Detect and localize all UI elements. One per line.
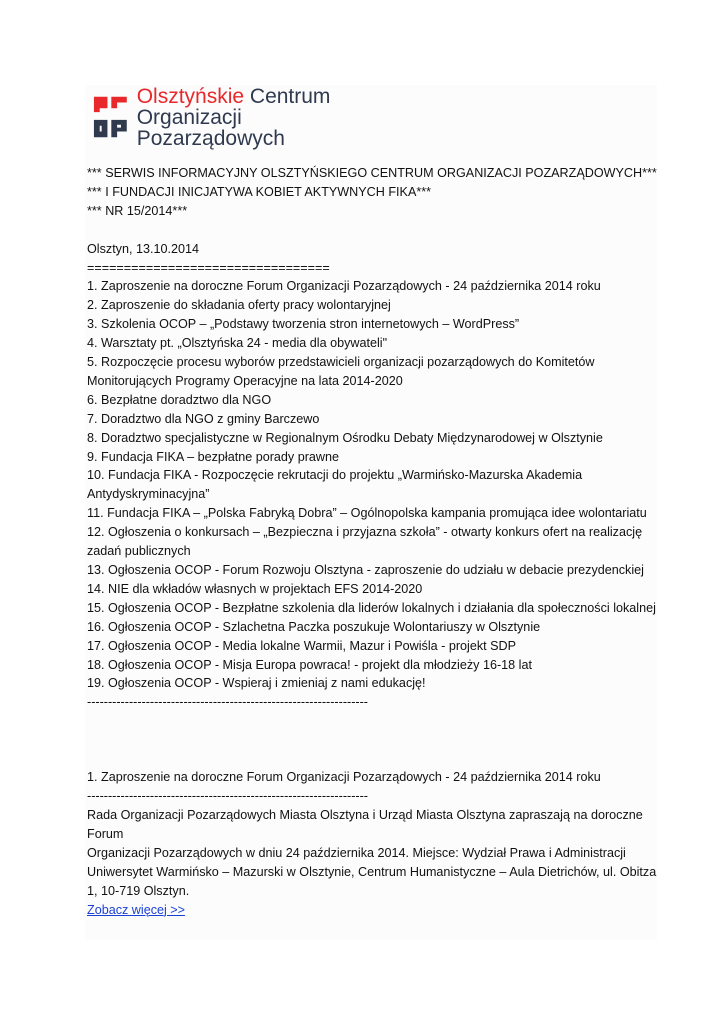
header-line-1: *** SERWIS INFORMACYJNY OLSZTYŃSKIEGO CENTRUM ORGANIZACJI POZARZĄDOWYCH***: [87, 166, 657, 180]
header-line-3: *** NR 15/2014***: [87, 203, 188, 218]
article-body-line: Uniwersytet Warmińsko – Mazurski w Olsztynie, Centrum Humanistyczne – Aula Dietrichów, ul. Obitza: [87, 864, 657, 879]
toc-item: 16. Ogłoszenia OCOP - Szlachetna Paczka poszukuje Wolontariuszy w Olsztynie: [87, 619, 541, 634]
article-separator: -------------------------------------------------------------------: [87, 789, 368, 804]
separator-equals: =================================: [87, 260, 330, 275]
date-line: Olsztyn, 13.10.2014: [87, 241, 200, 256]
newsletter-content: [87, 164, 657, 920]
toc-item: 12. Ogłoszenia o konkursach – „Bezpieczna i przyjazna szkoła” - otwarty konkurs ofert na realizację: [87, 525, 643, 540]
toc-item: 7. Doradztwo dla NGO z gminy Barczewo: [87, 411, 320, 426]
toc-item: 17. Ogłoszenia OCOP - Media lokalne Warmii, Mazur i Powiśla - projekt SDP: [87, 638, 517, 653]
logo-name-part2: Centrum: [249, 84, 331, 108]
toc-item: Monitorujących Programy Operacyjne na lata 2014-2020: [87, 373, 403, 388]
toc-item: Antydyskryminacyjna”: [87, 487, 210, 502]
toc-item: zadań publicznych: [87, 544, 191, 559]
article-body-line: Rada Organizacji Pozarządowych Miasta Olsztyna i Urząd Miasta Olsztyna zapraszają na doroczne Forum: [87, 808, 643, 841]
toc-item: 14. NIE dla wkładów własnych w projektach EFS 2014-2020: [87, 581, 423, 596]
toc-item: 10. Fundacja FIKA - Rozpoczęcie rekrutacji do projektu „Warmińsko-Mazurska Akademia: [87, 468, 583, 483]
toc-item: 1. Zaproszenie na doroczne Forum Organizacji Pozarządowych - 24 października 2014 roku: [87, 279, 601, 294]
toc-item: 3. Szkolenia OCOP – „Podstawy tworzenia stron internetowych – WordPress”: [87, 317, 520, 332]
toc-item: 6. Bezpłatne doradztwo dla NGO: [87, 392, 272, 407]
toc-item: 2. Zaproszenie do składania oferty pracy wolontaryjnej: [87, 298, 391, 313]
logo-name-line2: Organizacji Pozarządowych: [136, 105, 285, 150]
toc-item: 8. Doradztwo specjalistyczne w Regionalnym Ośrodku Debaty Międzynarodowej w Olsztynie: [87, 430, 603, 445]
toc-item: 18. Ogłoszenia OCOP - Misja Europa powraca! - projekt dla młodzieży 16-18 lat: [87, 657, 532, 672]
toc-item: 15. Ogłoszenia OCOP - Bezpłatne szkolenia dla liderów lokalnych i działania dla społeczności lokalnej: [87, 600, 656, 615]
separator-dashes: -------------------------------------------------------------------: [87, 695, 368, 710]
ocop-logo-mark-icon: [92, 94, 129, 140]
header-line-2: *** I FUNDACJI INICJATYWA KOBIET AKTYWNYCH FIKA***: [87, 184, 432, 199]
toc-item: 5. Rozpoczęcie procesu wyborów przedstawicieli organizacji pozarządowych do Komitetów: [87, 355, 595, 370]
article-body-line: 1, 10-719 Olsztyn.: [87, 883, 190, 898]
see-more-link[interactable]: Zobacz więcej >>: [87, 902, 186, 917]
article-body-line: Organizacji Pozarządowych w dniu 24 października 2014. Miejsce: Wydział Prawa i Administracji: [87, 845, 626, 860]
logo-name-part1: Olsztyńskie: [136, 84, 245, 108]
toc-item: 4. Warsztaty pt. „Olsztyńska 24 - media dla obywateli": [87, 336, 388, 351]
toc-item: 9. Fundacja FIKA – bezpłatne porady prawne: [87, 449, 340, 464]
toc-item: 13. Ogłoszenia OCOP - Forum Rozwoju Olsztyna - zaproszenie do udziału w debacie prezydenckiej: [87, 563, 644, 578]
toc-item: 11. Fundacja FIKA – „Polska Fabryką Dobra” – Ogólnopolska kampania promująca idee wolontariatu: [87, 506, 647, 521]
article-title: 1. Zaproszenie na doroczne Forum Organizacji Pozarządowych - 24 października 2014 roku: [87, 770, 601, 785]
toc-item: 19. Ogłoszenia OCOP - Wspieraj i zmieniaj z nami edukację!: [87, 676, 426, 691]
ocop-logo: [92, 84, 387, 150]
